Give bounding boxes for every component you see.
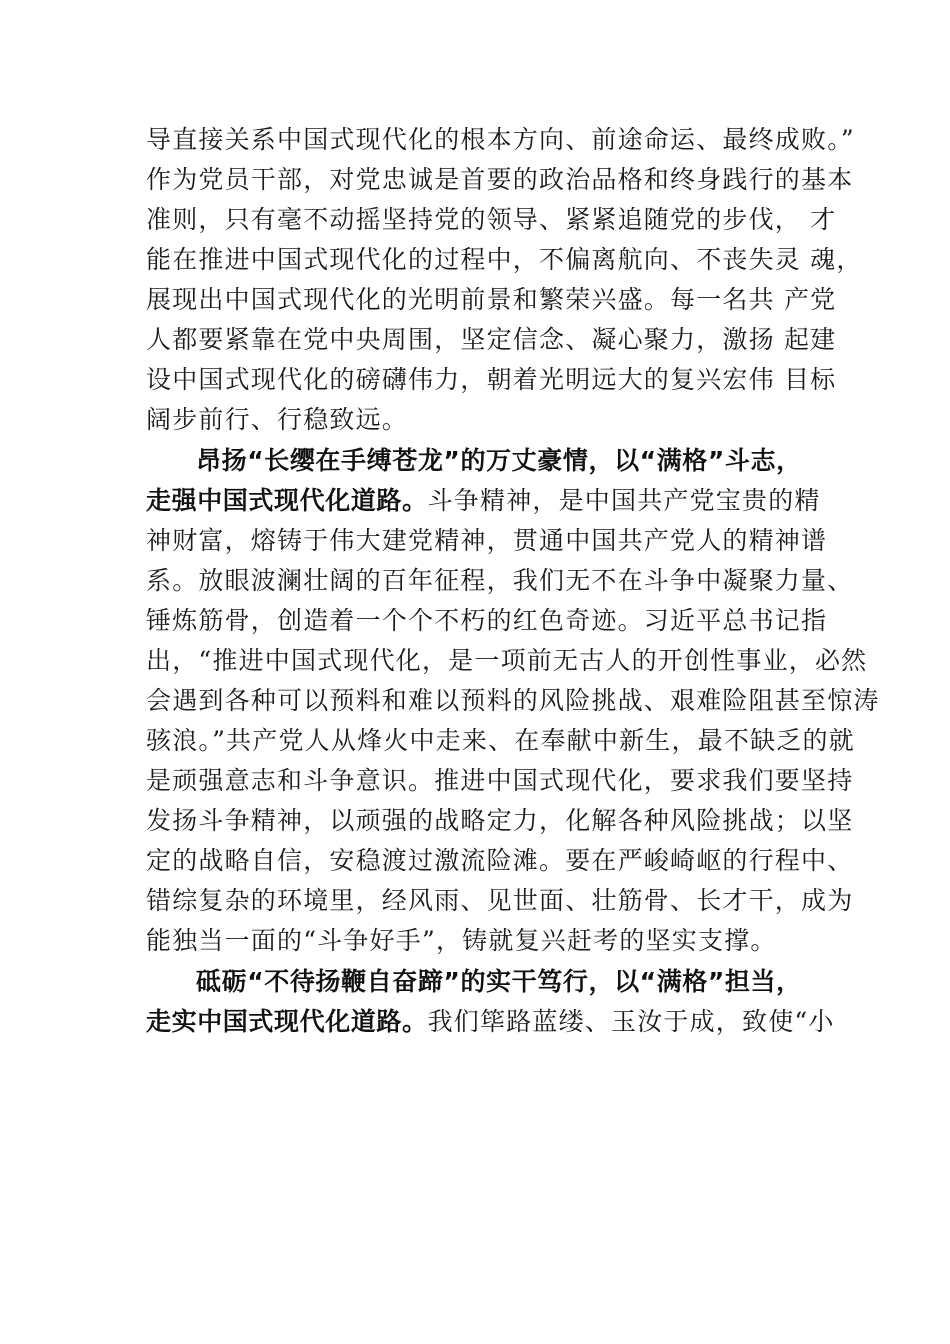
paragraph-line: 是顽强意志和斗争意识。推进中国式现代化，要求我们要坚持 [146, 766, 854, 795]
paragraph-line: 人都要紧靠在党中央周围，坚定信念、凝心聚力，激扬 起建 [146, 325, 837, 354]
paragraph-line: 展现出中国式现代化的光明前景和繁荣兴盛。每一名共 产党 [146, 285, 837, 314]
paragraph-line: 锤炼筋骨，创造着一个个不朽的红色奇迹。习近平总书记指 [146, 606, 828, 635]
paragraph-line: 设中国式现代化的磅礴伟力，朝着光明远大的复兴宏伟 目标 [146, 365, 837, 394]
paragraph-text: 斗争精神，是中国共产党宝贵的精 [427, 486, 821, 515]
paragraph-line: 骇浪。”共产党人从烽火中走来、在奉献中新生，最不缺乏的就 [146, 726, 855, 755]
paragraph-line: 发扬斗争精神，以顽强的战略定力，化解各种风险挑战；以坚 [146, 806, 854, 835]
paragraph-line: 导直接关系中国式现代化的根本方向、前途命运、最终成败。” [146, 125, 855, 154]
paragraph-text: 我们筚路蓝缕、玉汝于成，致使“小 [427, 1007, 835, 1036]
paragraph-line: 能在推进中国式现代化的过程中，不偏离航向、不丧失灵 魂， [146, 245, 863, 274]
paragraph-line: 阔步前行、行稳致远。 [146, 405, 409, 434]
paragraph-line: 作为党员干部，对党忠诚是首要的政治品格和终身践行的基本 [146, 165, 854, 194]
paragraph-line: 会遇到各种可以预料和难以预料的风险挑战、艰难险阻甚至惊涛 [146, 686, 880, 715]
section-heading-bold: 走强中国式现代化道路。 [146, 486, 428, 515]
paragraph-line: 能独当一面的“斗争好手”，铸就复兴赶考的坚实支撑。 [146, 926, 777, 955]
paragraph-line: 神财富，熔铸于伟大建党精神，贯通中国共产党人的精神谱 [146, 526, 828, 555]
section-heading: 昂扬“长缨在手缚苍龙”的万丈豪情，以“满格”斗志， [196, 446, 802, 475]
section-heading-line [146, 481, 821, 521]
paragraph-line: 准则，只有毫不动摇坚持党的领导、紧紧追随党的步伐， 才 [146, 205, 837, 234]
section-heading-line [146, 1002, 835, 1042]
paragraph-line: 定的战略自信，安稳渡过激流险滩。要在严峻崎岖的行程中、 [146, 846, 854, 875]
paragraph-line: 系。放眼波澜壮阔的百年征程，我们无不在斗争中凝聚力量、 [146, 566, 854, 595]
section-heading: 砥砺“不待扬鞭自奋蹄”的实干笃行，以“满格”担当， [196, 967, 802, 996]
section-heading-bold: 走实中国式现代化道路。 [146, 1007, 428, 1036]
paragraph-line: 错综复杂的环境里，经风雨、见世面、壮筋骨、长才干，成为 [146, 886, 854, 915]
paragraph-line: 出，“推进中国式现代化，是一项前无古人的开创性事业，必然 [146, 646, 868, 675]
